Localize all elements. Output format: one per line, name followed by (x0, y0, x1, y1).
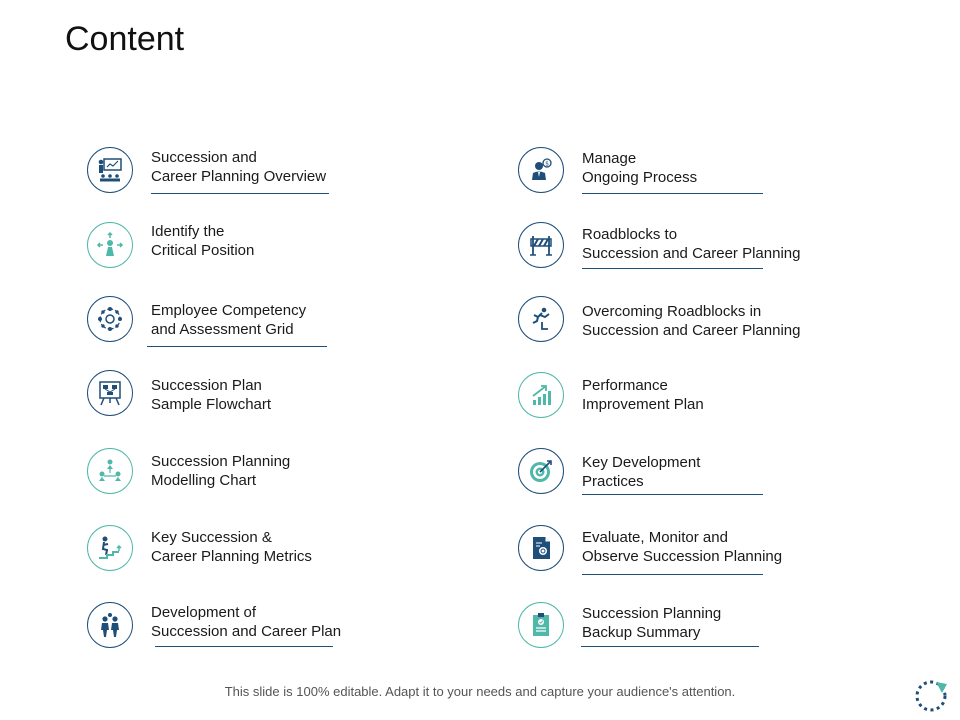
people-network-icon (87, 448, 133, 494)
item-line2: Career Planning Metrics (151, 548, 312, 565)
item-line1: Overcoming Roadblocks in (582, 303, 762, 320)
item-line1: Succession Plan (151, 377, 262, 394)
person-arrows-icon (87, 222, 133, 268)
presentation-icon (87, 147, 133, 193)
content-item-1[interactable] (87, 147, 487, 207)
item-line1: Succession Planning (151, 453, 291, 470)
svg-text:$: $ (545, 160, 549, 168)
item-line1: Evaluate, Monitor and (582, 529, 728, 546)
item-line2: Succession and Career Plan (151, 623, 342, 640)
content-item-6[interactable] (87, 525, 487, 585)
divider (582, 193, 763, 194)
item-line2: Improvement Plan (582, 396, 704, 413)
content-item-9[interactable] (518, 222, 918, 282)
content-item-8[interactable] (518, 147, 918, 207)
item-line2: Career Planning Overview (151, 168, 327, 185)
item-line1: Roadblocks to (582, 226, 678, 243)
item-line2: Observe Succession Planning (582, 548, 783, 565)
content-item-5[interactable] (87, 448, 487, 508)
divider (155, 646, 333, 647)
item-line1: Succession Planning (582, 605, 722, 622)
divider (582, 574, 763, 575)
item-line2: Modelling Chart (151, 472, 257, 489)
hurdle-jump-icon (518, 296, 564, 342)
content-item-7[interactable] (87, 602, 487, 662)
growth-bars-icon (518, 372, 564, 418)
item-line1: Employee Competency (151, 302, 307, 319)
item-line2: Ongoing Process (582, 169, 698, 186)
divider (147, 346, 327, 347)
flowchart-board-icon (87, 370, 133, 416)
item-line2: Practices (582, 473, 644, 490)
item-line2: Critical Position (151, 242, 255, 259)
document-search-icon (518, 525, 564, 571)
item-line1: Performance (582, 377, 668, 394)
content-item-2[interactable] (87, 222, 487, 282)
clipboard-check-icon (518, 602, 564, 648)
item-line1: Succession and (151, 149, 257, 166)
target-icon (518, 448, 564, 494)
roadblock-barrier-icon (518, 222, 564, 268)
content-item-11[interactable] (518, 372, 918, 432)
content-item-12[interactable] (518, 448, 918, 508)
item-line2: Backup Summary (582, 624, 701, 641)
content-item-3[interactable] (87, 296, 487, 356)
item-line1: Key Development (582, 454, 701, 471)
two-people-icon (87, 602, 133, 648)
footer-note: This slide is 100% editable. Adapt it to your needs and capture your audience's attention. (224, 684, 736, 699)
item-line1: Development of (151, 604, 257, 621)
divider (582, 268, 763, 269)
item-line2: Sample Flowchart (151, 396, 272, 413)
content-item-4[interactable] (87, 370, 487, 430)
content-item-14[interactable] (518, 602, 918, 662)
divider (151, 193, 329, 194)
competency-cycle-icon (87, 296, 133, 342)
item-line1: Manage (582, 150, 637, 167)
divider (582, 494, 763, 495)
refresh-cycle-icon[interactable] (912, 675, 952, 715)
item-line1: Identify the (151, 223, 225, 240)
divider (581, 646, 759, 647)
item-line2: Succession and Career Planning (582, 322, 801, 339)
content-item-10[interactable] (518, 296, 918, 356)
item-line2: and Assessment Grid (151, 321, 294, 338)
content-item-13[interactable] (518, 525, 918, 585)
item-line2: Succession and Career Planning (582, 245, 801, 262)
climbing-steps-icon (87, 525, 133, 571)
item-line1: Key Succession & (151, 529, 272, 546)
manager-dollar-icon (518, 147, 564, 193)
page-title: Content (65, 20, 185, 58)
